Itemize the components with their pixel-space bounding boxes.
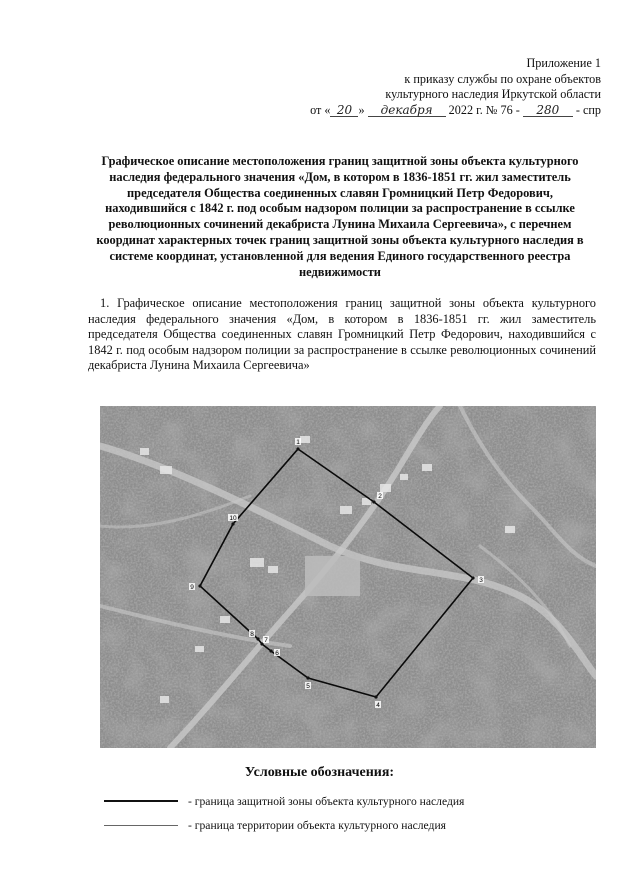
legend-item-heritage-territory — [104, 817, 446, 833]
boundary-point-label-4: 4 — [376, 702, 380, 709]
legend-title: Условные обозначения: — [244, 765, 395, 780]
handwritten-month: декабря — [368, 104, 446, 117]
boundary-point-marker-9 — [198, 584, 201, 587]
boundary-point-marker-5 — [306, 676, 309, 679]
protection-zone-line-sample — [104, 800, 178, 802]
legend-label-protection-zone: - граница защитной зоны объекта культурного наследия — [188, 794, 465, 808]
boundary-point-label-1: 1 — [296, 439, 300, 446]
boundary-point-marker-10 — [231, 522, 234, 525]
boundary-point-marker-6 — [269, 649, 272, 652]
boundary-point-label-7: 7 — [264, 637, 268, 644]
legend-label-heritage-territory: - граница территории объекта культурного наследия — [188, 818, 446, 832]
legend-item-protection-zone — [104, 793, 464, 809]
handwritten-day: 20 — [330, 104, 358, 117]
heritage-territory-line-sample — [104, 825, 178, 826]
order-date-number: от « 20 » декабря 2022 г. № 76 - 280 - спр — [310, 102, 601, 117]
aerial-map — [100, 406, 596, 748]
section-1-paragraph: 1. Графическое описание местоположения границ защитной зоны объекта культурного наследия федерального значения «Дом, в котором в 1836-1851 гг. жил заместитель председателя Общества соединенных славян Громницкий Петр Федорович, находившийся с 1842 г. под особым надзором полиции за распространение в ссылке революционных сочинений декабриста Лунина Михаила Сергеевича» — [88, 296, 596, 373]
boundary-point-label-3: 3 — [479, 577, 483, 584]
appendix-header — [281, 56, 601, 118]
boundary-point-marker-1 — [296, 447, 299, 450]
order-reference: к приказу службы по охране объектов — [404, 71, 601, 86]
authority-name: культурного наследия Иркутской области — [385, 87, 601, 102]
document-title: Графическое описание местоположения границ защитной зоны объекта культурного наследия федерального значения «Дом, в котором в 1836-1851 гг. жил заместитель председателя Общества соединенных славян Громницкий Петр Федорович, находившийся с 1842 г. под особым надзором полиции за распространение в ссылке революционных сочинений декабриста Лунина Михаила Сергеевича», с перечнем координат характерных точек границ защитной зоны объекта культурного наследия в системе координат, установленной для ведения Единого государственного реестра недвижимости — [96, 154, 584, 279]
boundary-point-marker-4 — [374, 695, 377, 698]
boundary-point-marker-2 — [372, 500, 375, 503]
boundary-point-marker-3 — [471, 576, 474, 579]
boundary-point-label-6: 6 — [275, 650, 279, 657]
boundary-point-label-2: 2 — [378, 493, 382, 500]
boundary-point-label-5: 5 — [306, 683, 310, 690]
appendix-label: Приложение 1 — [526, 56, 601, 70]
boundary-point-label-8: 8 — [250, 631, 254, 638]
boundary-point-label-9: 9 — [190, 584, 194, 591]
handwritten-order-number: 280 — [523, 104, 573, 117]
boundary-point-marker-8 — [256, 637, 259, 640]
boundary-point-label-10: 10 — [229, 515, 237, 522]
